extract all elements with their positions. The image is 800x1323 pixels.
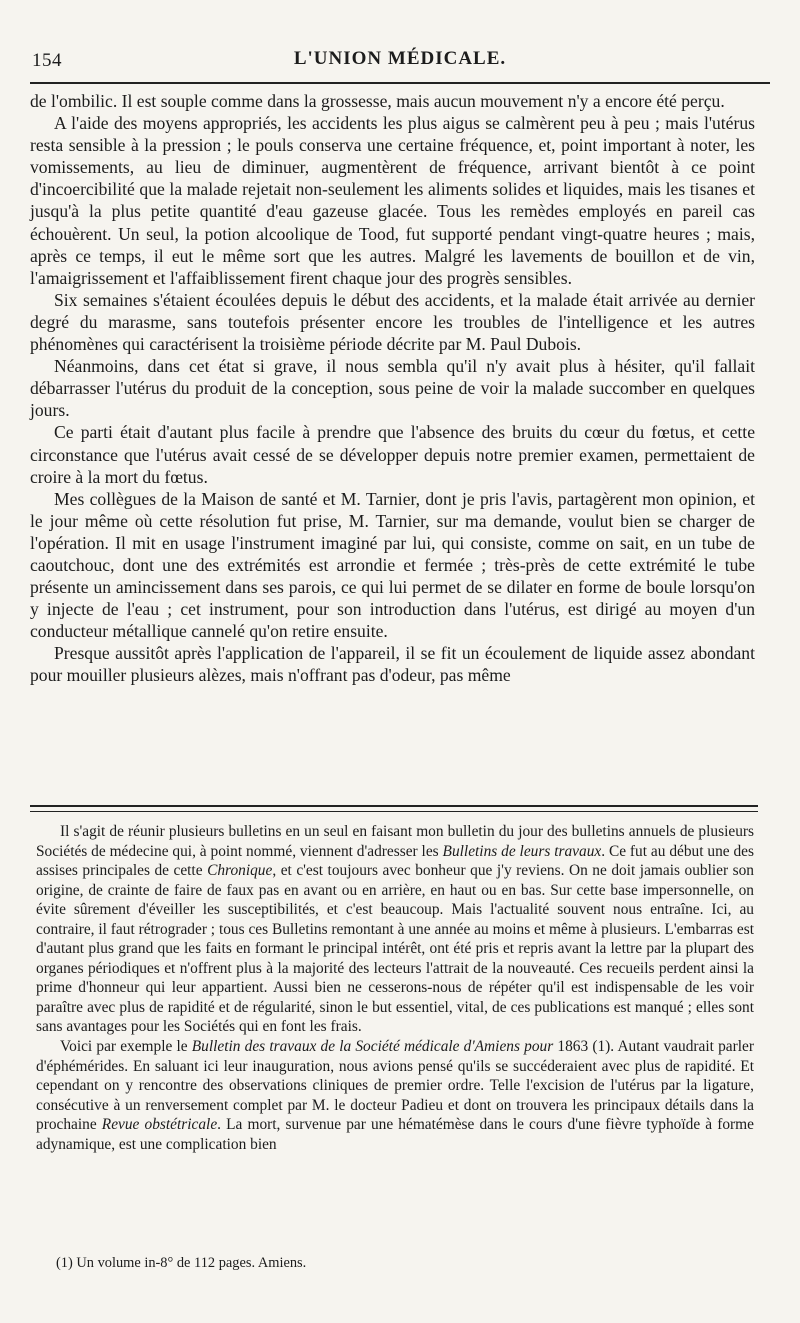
paragraph: Néanmoins, dans cet état si grave, il nous sembla qu'il n'y avait plus à hésiter, qu'il fallait débarrasser l'utérus du produit de la conception, sous peine de voir la malade succomber en quelques jours.	[30, 356, 755, 421]
footnote: (1) Un volume in-8° de 112 pages. Amiens.	[56, 1255, 307, 1271]
paragraph: A l'aide des moyens appropriés, les accidents les plus aigus se calmèrent peu à peu ; mais l'utérus resta sensible à la pression ; le pouls conserva une certaine fréquence, et, point important à noter, les vomissements, au lieu de diminuer, augmentèrent de fréquence, arrivant bientôt à ce point d'incoercibilité que la malade rejetait non-seulement les aliments solides et liquides, mais les tisanes et jusqu'à la plus petite quantité d'eau gazeuse glacée. Tous les remèdes employés en pareil cas échouèrent. Un seul, la potion alcoolique de Tood, fut supporté pendant vingt-quatre heures ; mais, après ce temps, il eut le même sort que les autres. Malgré les lavements de bouillon et de vin, l'amaigrissement et l'affaiblissement firent chaque jour des progrès sensibles.	[30, 113, 755, 288]
section-rule-thin	[30, 811, 758, 812]
section-rule	[30, 805, 758, 807]
text-run: Voici par exemple le	[60, 1038, 192, 1056]
paragraph: Ce parti était d'autant plus facile à prendre que l'absence des bruits du cœur du fœtus, et cette circonstance que l'utérus avait cessé de se développer depuis notre premier examen, permettaient de croire à la mort du fœtus.	[30, 422, 755, 487]
chronique-paragraph	[36, 822, 754, 1037]
italic-title: Bulletins de leurs travaux	[442, 842, 602, 860]
italic-title: Chronique	[207, 862, 273, 880]
paragraph: Mes collègues de la Maison de santé et M. Tarnier, dont je pris l'avis, partagèrent mon opinion, et le jour même où cette résolution fut prise, M. Tarnier, sur ma demande, voulut bien se charger de l'opération. Il mit en usage l'instrument imaginé par lui, qui consiste, comme on sait, en un tube de caoutchouc, dont une des extrémités est arrondie et fermée ; très-près de cette extrémité le tube présente un amincissement dans ses parois, ce qui lui permet de se dilater en forme de boule lorsqu'on y injecte de l'eau ; cet instrument, pour son introduction dans l'utérus, est dirigé au moyen d'un conducteur métallique cannelé qu'on retire ensuite.	[30, 488, 755, 642]
text-run: . La mort, survenue par une hématémèse dans le cours d'une fièvre typhoïde à forme adynamique, est une complication bien	[36, 1116, 754, 1153]
text-run: . Ce fut au début une des assises principales de cette	[36, 842, 755, 880]
paragraph: Presque aussitôt après l'application de l'appareil, il se fit un écoulement de liquide assez abondant pour mouiller plusieurs alèzes, mais n'offrant pas d'odeur, pas même	[30, 643, 755, 686]
article-body	[30, 90, 755, 687]
header-rule	[30, 82, 770, 84]
paragraph: de l'ombilic. Il est souple comme dans la grossesse, mais aucun mouvement n'y a encore été perçu.	[30, 91, 725, 111]
page-header	[30, 44, 770, 78]
text-run: , et c'est toujours avec bonheur que j'y reviens. On ne doit jamais oublier son origine, de crainte de faire de faux pas en avant ou en arrière, en haut ou en bas. Sur cette base impersonnelle, on évite sûrement d'éveiller les susceptibilités, et c'est beaucoup. Mais l'actualité souvent nous entraîne. Ici, au contraire, il faut rétrograder ; tous ces Bulletins remontant à une année au moins et même à plusieurs. L'embarras est d'autant plus grand que les faits en formant le principal intérêt, ont été pris et repris avant la lettre par la plupart des organes périodiques et n'offrent plus à la majorité des lecteurs l'attrait de la nouveauté. Ces recueils perdent ainsi la prime d'honneur qui leur appartient. Aussi bien ne cesserons-nous de répéter qu'il est indispensable de les voir paraître avec plus de rapidité et de régularité, sinon le but essentiel, vital, de ces publications est manqué ; elles sont sans avantages pour les Sociétés qui en font les frais.	[36, 862, 754, 1036]
chronique-paragraph	[36, 1037, 754, 1154]
text-run: 1863 (1). Autant vaudrait parler d'éphémérides. En saluant ici leur inauguration, nous avions pensé qu'ils se succéderaient avec plus de rapidité. Et cependant on y rencontre des observations cliniques de premier ordre. Telle l'excision de l'utérus par la ligature, consécutive à un renversement complet par M. le docteur Padieu et dont on trouvera les principaux détails dans la prochaine	[36, 1038, 754, 1134]
running-head: L'UNION MÉDICALE.	[293, 48, 507, 69]
text-run: Il s'agit de réunir plusieurs bulletins en un seul en faisant mon bulletin du jour des bulletins annuels de plusieurs Sociétés de médecine qui, à point nommé, viennent d'adresser les	[36, 823, 754, 860]
paragraph: Six semaines s'étaient écoulées depuis le début des accidents, et la malade était arrivée au dernier degré du marasme, sans toutefois présenter encore les troubles de l'intelligence et les autres phénomènes qui caractérisent la troisième période décrite par M. Paul Dubois.	[30, 289, 755, 355]
page-number: 154	[32, 50, 62, 71]
italic-title: Revue obstétricale	[101, 1116, 218, 1134]
italic-title: Bulletin des travaux de la Société médicale d'Amiens pour	[191, 1038, 554, 1056]
chronique-section	[36, 822, 754, 1154]
